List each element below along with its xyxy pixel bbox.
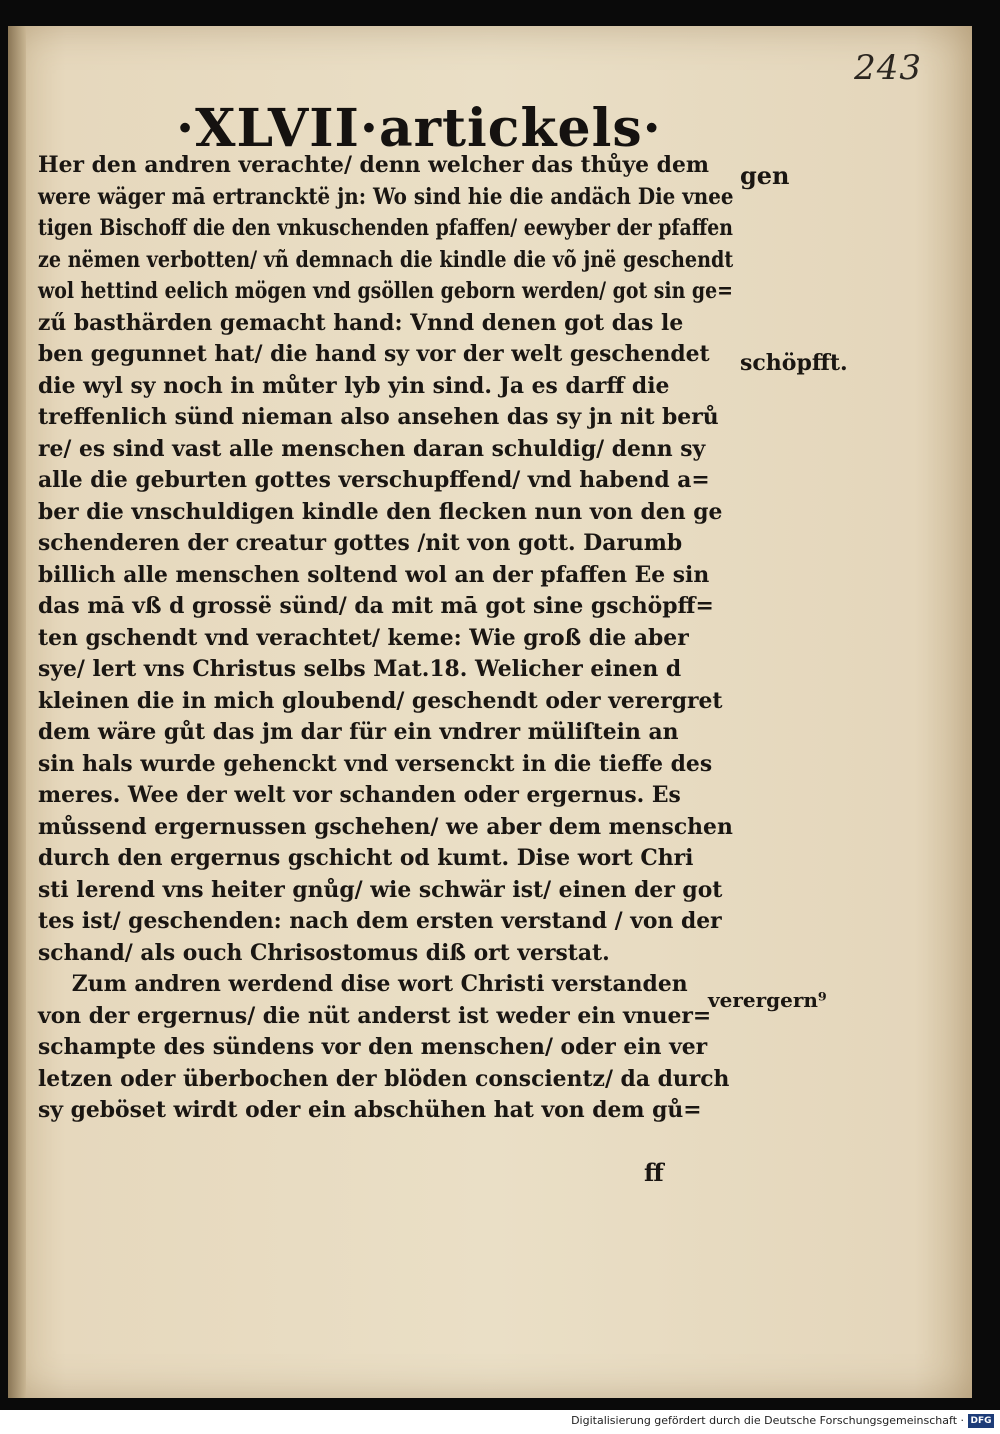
text-line: sye/ lert vns Christus selbs Mat.18. Welicher einen d — [38, 656, 682, 682]
text-line: tes ist/ geschenden: nach dem ersten verstand / von der — [38, 908, 722, 934]
text-line: ben gegunnet hat/ die hand sy vor der welt geschendet — [38, 341, 710, 367]
text-line: letzen oder überbochen der blöden conscientz/ da durch — [38, 1065, 730, 1092]
footer-bar — [0, 1410, 1000, 1434]
text-line: sy geböset wirdt oder ein abschühen hat von dem gů= — [38, 1097, 702, 1123]
text-line: alle die geburten gottes verschupffend/ vnd habend a= — [38, 467, 710, 493]
running-head: ·XLVII·artickels· — [176, 98, 662, 159]
footer-credit: Digitalisierung gefördert durch die Deutsche Forschungsgemeinschaft · — [571, 1414, 964, 1427]
text-line: schenderen der creatur gottes /nit von gott. Darumb — [38, 530, 683, 556]
margin-line: gen — [740, 161, 790, 190]
text-line: schampte des sündens vor den menschen/ oder ein ver — [38, 1034, 708, 1060]
dfg-logo: DFG — [968, 1414, 994, 1428]
text-block — [38, 150, 738, 1127]
text-line: die wyl sy noch in můter lyb yin sind. Ja es darff die — [38, 372, 670, 399]
text-line: můssend ergernussen gschehen/ we aber dem menschen — [38, 813, 733, 840]
text-line: von der ergernus/ die nüt anderst ist weder ein vnuer= — [38, 1002, 712, 1029]
catchword: ff — [644, 1158, 664, 1187]
book-page — [8, 26, 972, 1398]
text-line: durch den ergernus gschicht od kumt. Dise wort Chri — [38, 845, 694, 871]
margin-note: verergern⁹ — [708, 988, 827, 1012]
text-line: das mā vß d grossë sünd/ da mit mā got sine gschöpff= — [38, 593, 714, 619]
page-spine — [8, 26, 26, 1398]
text-line: ze nëmen verbotten/ vñ demnach die kindle die võ jnë geschendt — [38, 246, 734, 273]
margin-line: schöpfft. — [740, 350, 848, 376]
text-line: zű basthärden gemacht hand: Vnnd denen got das le — [38, 309, 684, 336]
text-line: meres. Wee der welt vor schanden oder ergernus. Es — [38, 782, 681, 808]
text-line: ber die vnschuldigen kindle den flecken nun von den ge — [38, 498, 723, 525]
text-line: re/ es sind vast alle menschen daran schuldig/ denn sy — [38, 435, 706, 462]
text-line: treffenlich sünd nieman also ansehen das sy jn nit berů — [38, 404, 719, 430]
text-line: sin hals wurde gehenckt vnd versenckt in die tieffe des — [38, 750, 713, 777]
text-line: kleinen die in mich gloubend/ geschendt oder verergret — [38, 687, 723, 714]
text-line: Her den andren verachte/ denn welcher das thůye dem — [38, 152, 709, 178]
text-line: tigen Bischoff die den vnkuschenden pfaffen/ eewyber der pfaffen — [38, 215, 733, 241]
text-line: dem wäre gůt das jm dar für ein vndrer müliſtein an — [38, 719, 679, 745]
text-line: were wäger mā ertrancktë jn: Wo sind hie die andäch Die vnee — [38, 183, 734, 210]
folio-number: 243 — [854, 48, 922, 88]
text-line: schand/ als ouch Chrisostomus diß ort verstat. — [38, 939, 610, 966]
text-line: sti lerend vns heiter gnůg/ wie schwär ist/ einen der got — [38, 876, 723, 903]
text-line: ten gschendt vnd verachtet/ keme: Wie groß die aber — [38, 624, 689, 651]
text-line: wol hettind eelich mögen vnd gsöllen geborn werden/ got sin ge= — [38, 278, 734, 304]
text-line: billich alle menschen soltend wol an der pfaffen Ee sin — [38, 561, 710, 588]
text-line: Zum andren werdend dise wort Christi verstanden — [71, 971, 688, 997]
